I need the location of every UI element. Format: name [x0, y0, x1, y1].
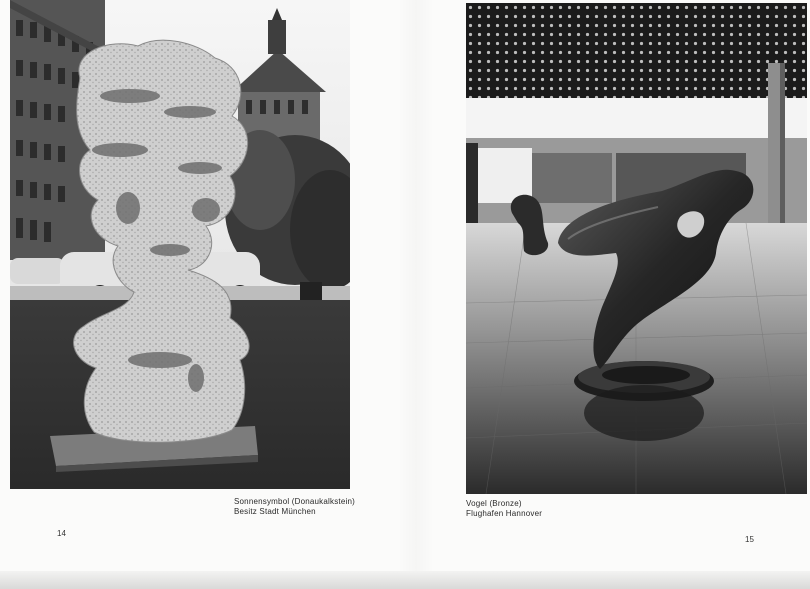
caption-right-location: Flughafen Hannover — [466, 509, 543, 518]
page-bottom-edge — [0, 571, 810, 589]
photo-stone-sculpture — [10, 0, 350, 489]
caption-left — [234, 497, 355, 517]
caption-right-title: Vogel (Bronze) — [466, 499, 522, 508]
book-gutter — [398, 0, 434, 589]
photo-bronze-sculpture — [466, 3, 807, 494]
page-number-left: 14 — [57, 529, 66, 538]
caption-right — [466, 499, 542, 519]
caption-left-title: Sonnensymbol (Donaukalkstein) — [234, 497, 355, 506]
caption-left-location: Besitz Stadt München — [234, 507, 316, 516]
stone-sculpture-image — [10, 0, 350, 489]
bronze-sculpture-image — [466, 3, 807, 494]
page-number-right: 15 — [745, 535, 754, 544]
